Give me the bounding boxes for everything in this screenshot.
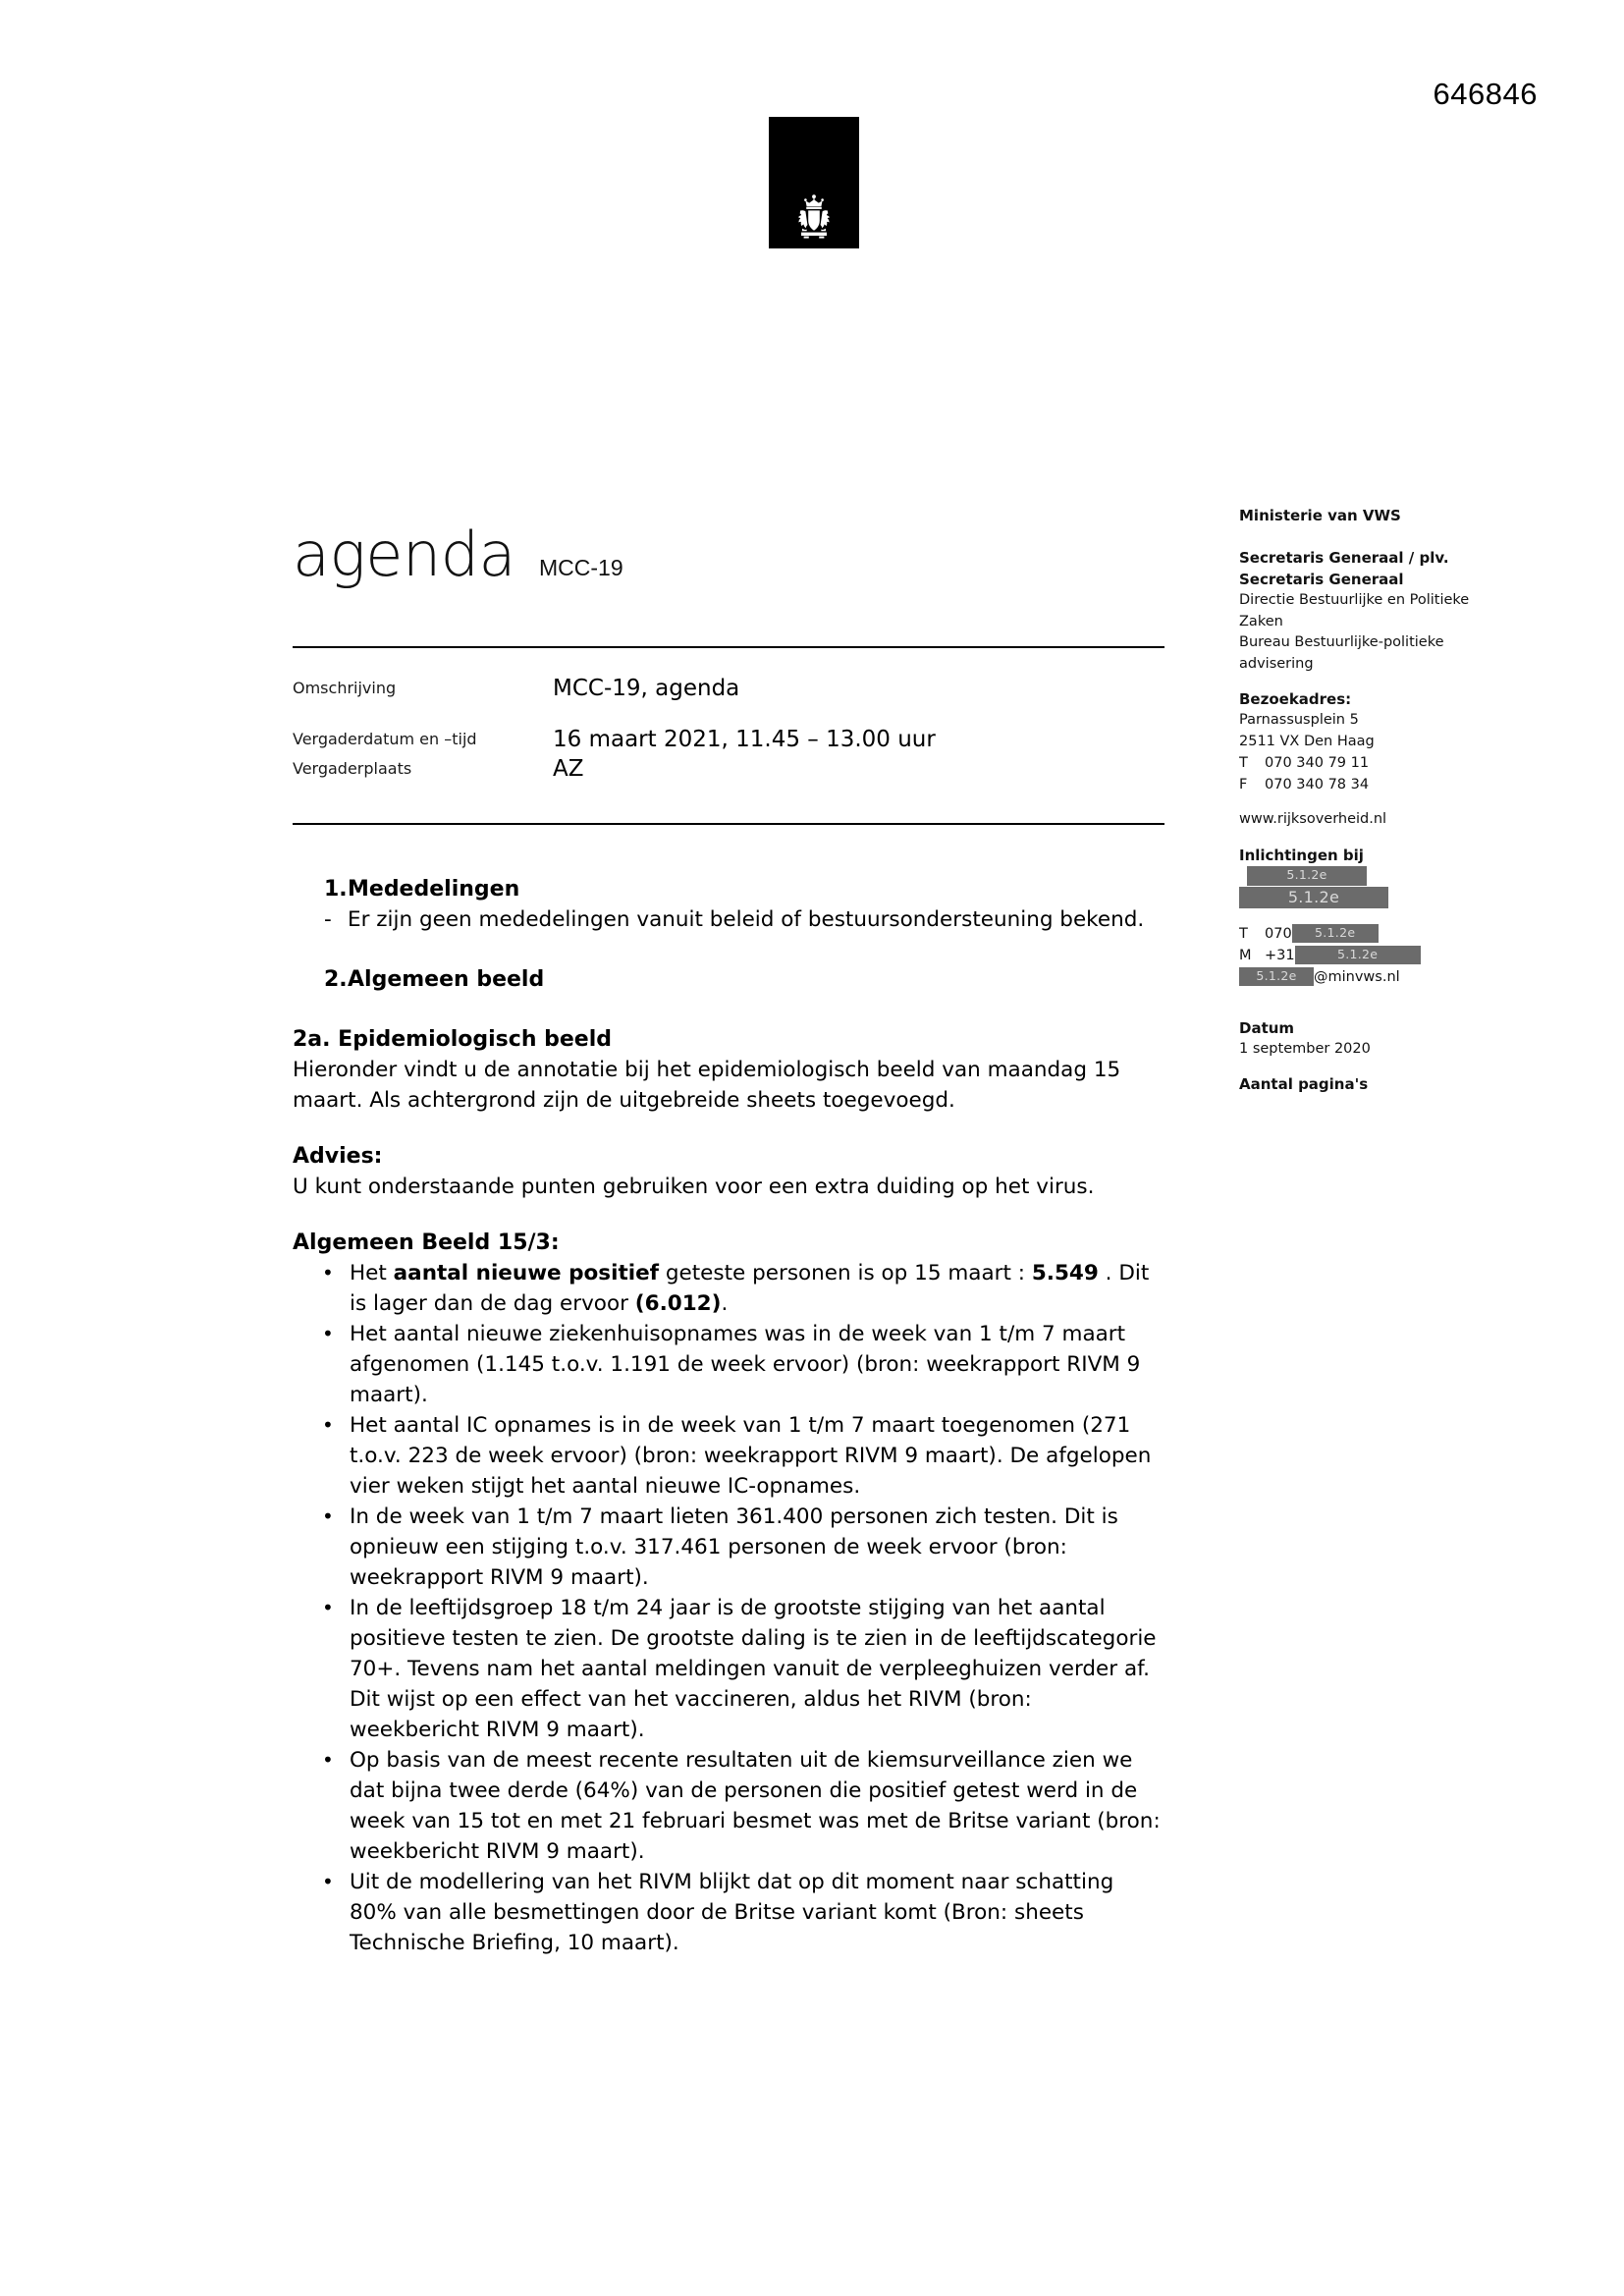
page-title bbox=[293, 519, 623, 590]
bullet-text: Op basis van de meest recente resultaten uit de kiemsurveillance zien we dat bijna twee derde (64%) van de personen die positief getest werd in de week van 15 tot en met 21 februari besmet was met de Britse variant (bron: weekbericht RIVM 9 maart). bbox=[350, 1748, 1161, 1864]
section-2a-heading: 2a. Epidemiologisch beeld bbox=[293, 1027, 613, 1052]
contact-mobile-prefix: +31 bbox=[1265, 947, 1295, 963]
section-spacer bbox=[293, 935, 1166, 964]
advies-body: U kunt onderstaande punten gebruiken voor een extra duiding op het virus. bbox=[293, 1175, 1095, 1199]
section-2a-body: Hieronder vindt u de annotatie bij het epidemiologisch beeld van maandag 15 maart. Als achtergrond zijn de uitgebreide sheets toegevoegd. bbox=[293, 1058, 1121, 1113]
bullet-emphasis: aantal nieuwe positief bbox=[393, 1261, 660, 1285]
title-text: agenda bbox=[293, 519, 515, 590]
algemeen-beeld-bullet-list bbox=[293, 1258, 1166, 1958]
agenda-item-1-note bbox=[293, 904, 1166, 935]
rijksoverheid-logo bbox=[769, 117, 859, 248]
algemeen-beeld-heading: Algemeen Beeld 15/3: bbox=[293, 1230, 560, 1255]
bullet-text: Uit de modellering van het RIVM blijkt dat op dit moment naar schatting 80% van alle besmettingen door de Britse variant komt (Bron: sheets Technische Briefing, 10 maart). bbox=[350, 1870, 1114, 1955]
agenda-body bbox=[293, 874, 1166, 1958]
metadata-row-omschrijving bbox=[293, 674, 1164, 703]
bullet-text: . Dit is lager dan de dag ervoor bbox=[350, 1261, 1150, 1316]
advies-heading: Advies: bbox=[293, 1144, 383, 1169]
phone-row bbox=[1239, 752, 1534, 774]
agenda-item-2-title: Algemeen beeld bbox=[348, 967, 545, 992]
redacted-role-row bbox=[1239, 887, 1534, 909]
department-line2: Zaken bbox=[1239, 613, 1283, 629]
metadata-spacer bbox=[293, 703, 1164, 725]
metadata-row-vergaderplaats bbox=[293, 754, 1164, 784]
metadata-value: MCC-19, agenda bbox=[553, 676, 740, 701]
contact-phone-row bbox=[1239, 923, 1534, 945]
phone-value: 070 340 79 11 bbox=[1265, 755, 1370, 771]
info-contact-label: Inlichtingen bij bbox=[1239, 846, 1364, 864]
agenda-item-1-title: Mededelingen bbox=[348, 877, 520, 902]
department-line1: Directie Bestuurlijke en Politieke bbox=[1239, 592, 1470, 608]
bullet-item bbox=[293, 1745, 1166, 1867]
bullet-item bbox=[293, 1258, 1166, 1319]
redaction-box: 5.1.2e bbox=[1292, 924, 1379, 943]
bullet-item bbox=[293, 1593, 1166, 1745]
redaction-box: 5.1.2e bbox=[1247, 866, 1367, 886]
bullet-item bbox=[293, 1410, 1166, 1502]
bullet-item bbox=[293, 1319, 1166, 1410]
bullet-item bbox=[293, 1502, 1166, 1593]
netherlands-coat-of-arms-icon bbox=[789, 193, 839, 241]
address-line1: Parnassusplein 5 bbox=[1239, 712, 1359, 728]
sidebar bbox=[1239, 505, 1534, 1095]
department-line4: advisering bbox=[1239, 655, 1314, 672]
redacted-name-row bbox=[1239, 866, 1534, 888]
agenda-item-2-number: 2. bbox=[324, 967, 348, 992]
contact-email-row bbox=[1239, 966, 1534, 988]
agenda-item-1-note-text: Er zijn geen mededelingen vanuit beleid of bestuursondersteuning bekend. bbox=[348, 907, 1145, 932]
dash-marker: - bbox=[324, 907, 332, 932]
divider-top bbox=[293, 646, 1164, 648]
ministry-name: Ministerie van VWS bbox=[1239, 507, 1401, 524]
bullet-text: Het aantal IC opnames is in de week van 1 t/m 7 maart toegenomen (271 t.o.v. 223 de week ervoor) (bron: weekrapport RIVM 9 maart). De afgelopen vier weken stijgt het aantal nieuwe IC-opnames. bbox=[350, 1413, 1152, 1499]
department-title-line2: Secretaris Generaal bbox=[1239, 571, 1404, 588]
document-number: 646846 bbox=[1433, 77, 1538, 111]
email-domain: @minvws.nl bbox=[1314, 968, 1400, 985]
page-count-label: Aantal pagina's bbox=[1239, 1075, 1369, 1093]
redaction-box: 5.1.2e bbox=[1239, 887, 1388, 908]
bullet-text: In de week van 1 t/m 7 maart lieten 361.400 personen zich testen. Dit is opnieuw een stijging t.o.v. 317.461 personen de week ervoor (bron: weekrapport RIVM 9 maart). bbox=[350, 1504, 1118, 1590]
contact-phone-label: T bbox=[1239, 925, 1248, 942]
fax-label: F bbox=[1239, 777, 1248, 793]
fax-value: 070 340 78 34 bbox=[1265, 777, 1370, 793]
contact-phone-prefix: 070 bbox=[1265, 925, 1292, 942]
section-spacer bbox=[293, 1202, 1166, 1228]
phone-label: T bbox=[1239, 755, 1248, 771]
bullet-emphasis: (6.012) bbox=[634, 1291, 722, 1316]
bullet-text: geteste personen is op 15 maart : bbox=[659, 1261, 1032, 1285]
bullet-item bbox=[293, 1867, 1166, 1958]
department-line3: Bureau Bestuurlijke-politieke bbox=[1239, 634, 1444, 650]
agenda-item-1 bbox=[293, 874, 1166, 904]
sidebar-spacer bbox=[1239, 988, 1534, 1017]
sidebar-spacer bbox=[1239, 909, 1534, 923]
sidebar-spacer bbox=[1239, 675, 1534, 688]
sidebar-spacer bbox=[1239, 795, 1534, 809]
section-spacer bbox=[293, 995, 1166, 1024]
fax-row bbox=[1239, 774, 1534, 795]
bullet-text: In de leeftijdsgroep 18 t/m 24 jaar is de grootste stijging van het aantal positieve testen te zien. De grootste daling is te zien in de leeftijdscategorie 70+. Tevens nam het aantal meldingen vanuit de verpleeghuizen verder af. Dit wijst op een effect van het vaccineren, aldus het RIVM (bron: weekbericht RIVM 9 maart). bbox=[350, 1596, 1157, 1742]
redaction-box: 5.1.2e bbox=[1239, 967, 1314, 986]
redaction-box: 5.1.2e bbox=[1295, 946, 1421, 964]
contact-mobile-label: M bbox=[1239, 947, 1252, 963]
bullet-text: Het aantal nieuwe ziekenhuisopnames was in de week van 1 t/m 7 maart afgenomen (1.145 t.o.v. 1.191 de week ervoor) (bron: weekrapport RIVM 9 maart). bbox=[350, 1322, 1141, 1407]
department-title-line1: Secretaris Generaal / plv. bbox=[1239, 549, 1449, 567]
title-subtitle: MCC-19 bbox=[539, 555, 623, 580]
metadata-value: AZ bbox=[553, 756, 584, 782]
agenda-item-2 bbox=[293, 964, 1166, 995]
sidebar-spacer bbox=[1239, 526, 1534, 547]
date-value: 1 september 2020 bbox=[1239, 1040, 1371, 1057]
date-label: Datum bbox=[1239, 1018, 1295, 1037]
metadata-row-vergaderdatum bbox=[293, 725, 1164, 754]
website-url[interactable]: www.rijksoverheid.nl bbox=[1239, 811, 1387, 827]
visiting-address-label: Bezoekadres: bbox=[1239, 690, 1352, 708]
sidebar-spacer bbox=[1239, 1060, 1534, 1073]
bullet-text: . bbox=[721, 1291, 729, 1316]
section-spacer bbox=[293, 1116, 1166, 1141]
metadata-label: Vergaderplaats bbox=[293, 759, 412, 778]
agenda-item-1-number: 1. bbox=[324, 877, 348, 902]
sidebar-spacer bbox=[1239, 831, 1534, 845]
metadata-value: 16 maart 2021, 11.45 – 13.00 uur bbox=[553, 727, 936, 752]
divider-bottom bbox=[293, 823, 1164, 825]
bullet-text: Het bbox=[350, 1261, 394, 1285]
address-line2: 2511 VX Den Haag bbox=[1239, 733, 1375, 749]
contact-mobile-row bbox=[1239, 945, 1534, 966]
metadata-label: Vergaderdatum en –tijd bbox=[293, 730, 477, 748]
metadata-label: Omschrijving bbox=[293, 679, 397, 697]
meeting-metadata bbox=[293, 674, 1164, 784]
bullet-emphasis: 5.549 bbox=[1031, 1261, 1099, 1285]
